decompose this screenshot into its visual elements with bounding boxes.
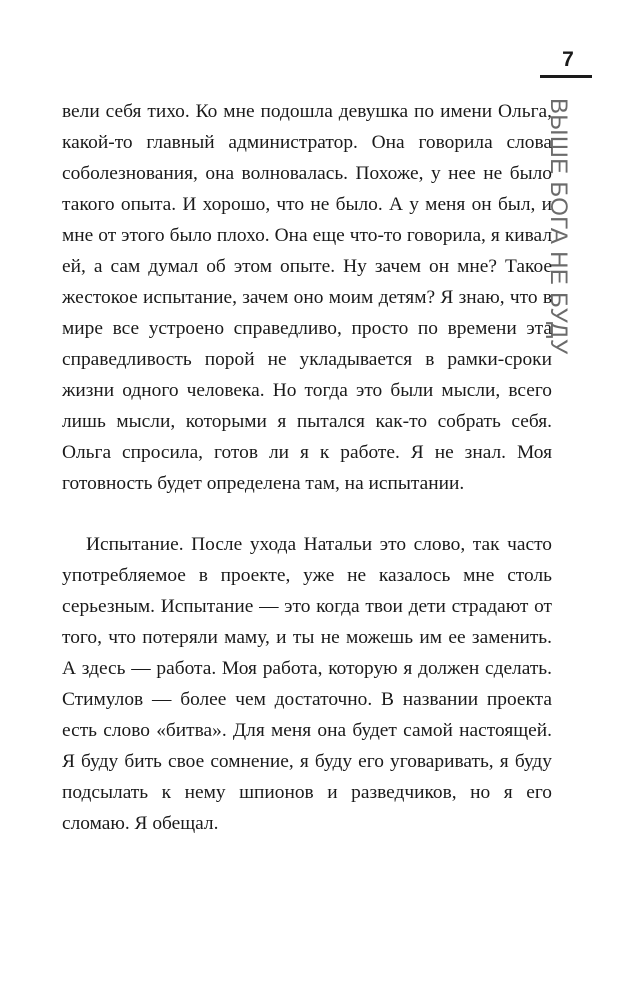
page-number-rule [540,75,592,78]
paragraph-continued: вели себя тихо. Ко мне подошла девушка по имени Ольга, какой-то главный администратор. Она говорила слова соболезнования, она волновалась. Похоже, у нее не было такого опыта. И хорошо, что не было. А у меня он был, и мне от этого было плохо. Она еще что-то говорила, я кивал ей, а сам думал об этом опыте. Ну зачем он мне? Такое жестокое испытание, зачем оно моим детям? Я знаю, что в мире все устроено справедливо, просто по времени эта справедливость порой не укладывается в рамки-сроки жизни одного человека. Но тогда это были мысли, всего лишь мысли, которыми я пытался как-то собрать себя. Ольга спросила, готов ли я к работе. Я не знал. Моя готовность будет определена там, на испытании. [62,101,552,494]
page-number: 7 [562,48,574,71]
body-text [62,96,552,839]
paragraph: Испытание. После ухода Натальи это слово, так часто употребляемое в проекте, уже не казалось мне столь серьезным. Испытание — это когда твои дети страдают от того, что потеряли маму, и ты не можешь им ее заменить. А здесь — работа. Моя работа, которую я должен сделать. Стимулов — более чем достаточно. В названии проекта есть слово «битва». Для меня она будет самой настоящей. Я буду бить свое сомнение, я буду его уговаривать, я буду подсылать к нему шпионов и разведчиков, но я его сломаю. Я обещал. [62,534,552,834]
running-head: ВЫШЕ БОГА НЕ БУДУ [545,98,572,355]
